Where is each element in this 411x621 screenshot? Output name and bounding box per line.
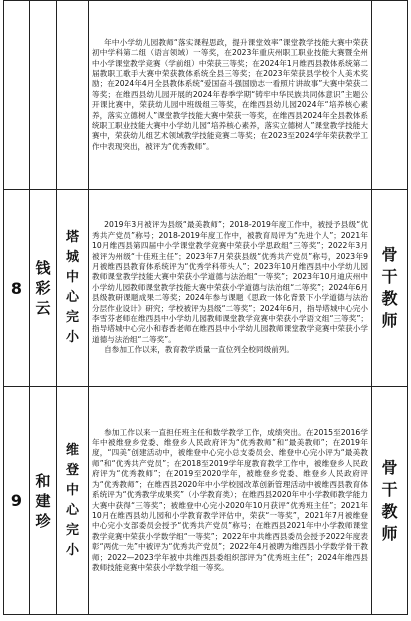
award-table: [3, 0, 408, 615]
row-number: 9: [4, 387, 30, 615]
table-row: [4, 387, 408, 615]
teacher-name: 和建珍: [30, 387, 57, 615]
table-row: [4, 1, 408, 190]
school-unit: 塔城中心完小: [57, 190, 89, 387]
table-row: [4, 190, 408, 387]
achievement-paragraph: 年中小学幼儿园教师“落实课程思政，提升课堂效率”课堂教学技能大赛中荣获初中学科第二组（语言领域）一等奖，在2023年重庆州职工职业技能大赛暨全州中小学课堂教学竞赛（学前组）中荣获三等奖；在2024年1月维西县教体系统第二届教职工歌手大赛中荣获教体系统全县三等奖；在2023年荣获县学校个人美术奖励；在2024年4月全县教体系统“爱国奋斗强国励志一看照片讲故事”大赛中荣获二等奖；在维西县幼儿园开展的2024年春季学期“铸牢中华民族共同体意识”主题公开课比赛中，荣获幼儿园中班级组三等奖，在维西县幼儿园2024年“培养核心素养，落实立德树人”课堂教学技能大赛中荣获一等奖，在维西县2024年全县教体系统职工职业技能大赛中小学幼儿园“培养核心素养，落实立德树人”课堂教学技能大赛中，荣获幼儿组艺术领域教学技能竞赛二等奖；在2023至2024学年荣获教学工作中表现突出，被评为“优秀教师”。: [92, 37, 368, 151]
achievement-paragraph: 参加工作以来一直担任班主任和数学教学工作，成绩突出。在2015至2016学年中被维登乡党委、维登乡人民政府评为“优秀教师”和“最美教师”；在2019年度，“四美”创建活动中，被维登中心完小总支委员会、维登中心完小评为“最美教师”和“优秀共产党员”；在2018至2019学年度教育教学工作中，被维登乡人民政府评为“优秀教师”；在2019至2020学年，被维登乡党委、维登乡人民政府评为“优秀教师”；在维西县2020年中小学校园改革创新管理活动中被维西县教育体系统评为“优秀教学成果奖”（小学教育类）；在维西县2020年中小学教师教学能力大赛中获得“三等奖”；被维登中心完小2020年10月获评“优秀班主任”；2021年10月在维西县幼儿园和小学教育教学评估中，荣获“一等奖”，2021年7月被维登中心完小支部委员会授予“优秀共产党员”称号；在维西县2021年中小学教师课堂教学竞赛中荣获小学数学组“一等奖”；2022年中共维西县委员会授予2022年度表彰“两优一先”中被评为“优秀共产党员”；2022年4月被聘为维西县小学数学骨干教师；2022—2023学年被中共维西县委组织部评为“优秀班主任”；2024年维西县教师技能竞赛中荣获小学数学组一等奖。: [92, 427, 368, 572]
achievement-paragraph: 自参加工作以来，教育教学质量一直位列全校同级前列。: [104, 345, 294, 355]
teacher-title: 骨干教师: [372, 190, 408, 387]
row-number: [4, 1, 30, 190]
row-number: 8: [4, 190, 30, 387]
achievement-paragraph: 2019年3月被评为县级“最美教师”；2018-2019年度工作中，被授予县级“优秀共产党员”称号；2018-2019年度工作中，被教育局评为“先进个人”；2021年10月维西县第四届中小学课堂教学竞赛中荣获小学思政组“三等奖”；2022年3月被评为州级“十佳班主任”；2023年7月荣获县级“优秀共产党员”称号，2023年9月被维西县教育体系统评为“优秀学科带头人”；2023年10月维西县中小学幼儿园教师课堂教学技能大赛中荣获小学道德与法治组“一等奖”；2023年10月迪庆州中小学幼儿园教师课堂教学技能大赛中荣获小学道德与法治组“二等奖”；2024年6月县级教研课题成果二等奖；2024年参与课题《思政一体化背景下小学道德与法治分层作业设计》研究；学校被评为县级“二等奖”；2024年6月，指导塔城中心完小李雪芬老师在维西县中小学幼儿园教师课堂教学竞赛中荣获小学语文组“三等奖”；指导塔城中心完小和春香老师在维西县中小学幼儿园教师课堂教学竞赛中荣获小学道德与法治组“二等奖”。: [92, 220, 368, 344]
teacher-title: 骨干教师: [372, 387, 408, 615]
achievements-cell: [89, 387, 372, 615]
teacher-title: [372, 1, 408, 190]
school-unit: 维登中心完小: [57, 387, 89, 615]
achievements-cell: [89, 190, 372, 387]
teacher-name: [30, 1, 57, 190]
achievements-cell: [89, 1, 372, 190]
teacher-name: 钱彩云: [30, 190, 57, 387]
school-unit: [57, 1, 89, 190]
